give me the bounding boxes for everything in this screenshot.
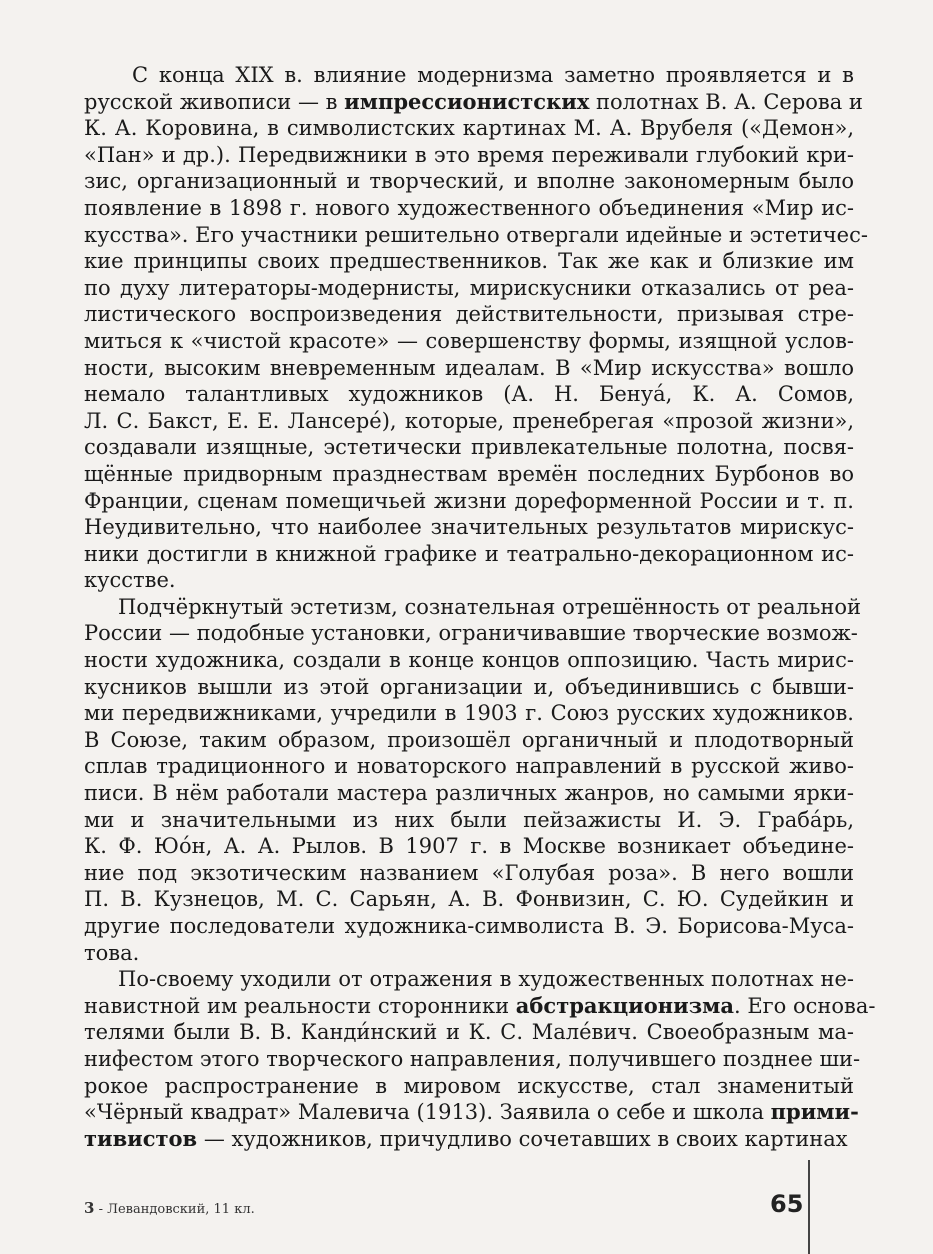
text-line [84,833,854,860]
paragraph [84,594,862,966]
text-line [84,62,854,89]
text-segment: кусников вышли из этой организации и, объединившись с бывши- [84,674,854,699]
text-segment: кусстве. [84,568,176,593]
text-segment: Подчёркнутый эстетизм, сознательная отрешённость от реальной [118,594,862,619]
text-segment: писи. В нём работали мастера различных жанров, но самыми ярки- [84,781,854,806]
text-segment: кусства». Его участники решительно отвергали идейные и эстетичес- [84,222,868,247]
text-segment: ми и значительными из них были пейзажисты И. Э. Граба́рь, [84,807,854,832]
text-line [84,408,854,435]
text-segment: . Его основа- [733,993,876,1018]
text-line [84,381,854,408]
text-line [84,620,858,647]
text-segment: — художников, причудливо сочетавших в своих картинах [197,1126,848,1151]
text-segment: К. А. Коровина, в символистских картинах М. А. Врубеля («Демон», [84,116,854,141]
text-line [84,966,854,993]
text-line [84,115,854,142]
text-segment: появление в 1898 г. нового художественного объединения «Мир ис- [84,195,854,220]
text-line [84,541,854,568]
text-line [84,913,854,940]
text-line [84,248,854,275]
text-line [84,275,854,302]
text-line [84,780,854,807]
text-segment: Франции, сценам помещичьей жизни дореформенной России и т. п. [84,488,854,513]
text-line [84,142,854,169]
page-body [84,62,876,1152]
text-segment: России — подобные установки, ограничивавшие творческие возмож- [84,621,858,646]
text-line [84,1019,854,1046]
text-segment: по духу литераторы-модернисты, мирискусники отказались от реа- [84,275,854,300]
text-line [84,434,854,461]
footer-signature-note [84,1199,255,1217]
paragraph [84,966,876,1152]
text-segment: другие последователи художника-символиста В. Э. Борисова-Муса- [84,914,854,938]
bold-term: абстракционизма [515,992,734,1018]
bold-term: тивистов [84,1125,198,1151]
text-line [84,355,854,382]
paragraph [84,62,868,594]
page-number: 65 [770,1190,804,1218]
text-segment: ности художника, создали в конце концов оппозицию. Часть мирис- [84,648,854,673]
text-line [84,1099,859,1126]
text-line [84,594,862,621]
text-line [84,940,854,967]
text-line [84,88,863,116]
text-segment: Л. С. Бакст, Е. Е. Лансере́), которые, пренебрегая «прозой жизни», [84,408,854,433]
text-segment: зис, организационный и творческий, и вполне закономерным было [84,169,854,194]
text-line [84,700,854,727]
text-segment: ние под экзотическим названием «Голубая роза». В него вошли [84,860,854,885]
text-line [84,727,854,754]
text-segment: телями были В. В. Канди́нский и К. С. Мале́вич. Своеобразным ма- [84,1020,854,1045]
text-line [84,461,854,488]
text-segment: создавали изящные, эстетически привлекательные полотна, посвя- [84,435,854,460]
text-segment: По-своему уходили от отражения в художественных полотнах не- [118,967,854,992]
text-segment: ности, высоким вневременным идеалам. В «Мир искусства» вошло [84,355,854,380]
text-line [84,567,854,594]
text-segment: това. [84,940,140,965]
text-segment: листического воспроизведения действительности, призывая стре- [84,302,854,327]
text-segment: навистной им реальности сторонники [84,993,516,1018]
text-line [84,1126,854,1153]
text-segment: С конца XIX в. влияние модернизма заметно проявляется и в [132,63,854,87]
bold-term: импрессионистских [344,88,590,114]
text-segment: полотнах В. А. Серова и [589,89,863,114]
text-segment: К. Ф. Юо́н, А. А. Рылов. В 1907 г. в Москве возникает объедине- [84,834,854,859]
text-segment: сплав традиционного и новаторского направлений в русской живо- [84,754,854,779]
margin-rule [808,1160,810,1254]
text-line [84,301,854,328]
text-line [84,488,854,515]
signature-mark: 3 [84,1199,95,1217]
book-title-note: - Левандовский, 11 кл. [94,1202,255,1217]
text-line [84,807,854,834]
text-line [84,753,854,780]
text-line [84,328,854,355]
text-line [84,195,854,222]
text-segment: русской живописи — в [84,89,345,114]
text-segment: миться к «чистой красоте» — совершенству формы, изящной услов- [84,328,854,353]
text-segment: ми передвижниками, учредили в 1903 г. Союз русских художников. [84,701,854,726]
text-line [84,514,854,541]
bold-term: прими- [770,1099,859,1125]
text-segment: «Пан» и др.). Передвижники в это время переживали глубокий кри- [84,142,854,167]
text-segment: рокое распространение в мировом искусстве, стал знаменитый [84,1073,854,1098]
text-line [84,1073,854,1100]
text-segment: «Чёрный квадрат» Малевича (1913). Заявила о себе и школа [84,1100,771,1125]
text-line [84,860,854,887]
text-segment: Неудивительно, что наиболее значительных результатов мирискус- [84,515,854,540]
text-line [84,222,868,249]
text-line [84,1046,861,1073]
text-line [84,168,854,195]
text-segment: щённые придворным празднествам времён последних Бурбонов во [84,461,854,486]
text-line [84,674,854,701]
text-segment: немало талантливых художников (А. Н. Бенуа́, К. А. Сомов, [84,382,854,407]
text-line [84,992,876,1020]
text-segment: ники достигли в книжной графике и театрально-декорационном ис- [84,541,854,566]
text-segment: нифестом этого творческого направления, получившего позднее ши- [84,1046,861,1071]
text-segment: П. В. Кузнецов, М. С. Сарьян, А. В. Фонвизин, С. Ю. Судейкин и [84,887,854,912]
text-line [84,647,854,674]
text-segment: кие принципы своих предшественников. Так же как и близкие им [84,249,854,274]
text-segment: В Союзе, таким образом, произошёл органичный и плодотворный [84,727,854,752]
text-line [84,886,854,913]
